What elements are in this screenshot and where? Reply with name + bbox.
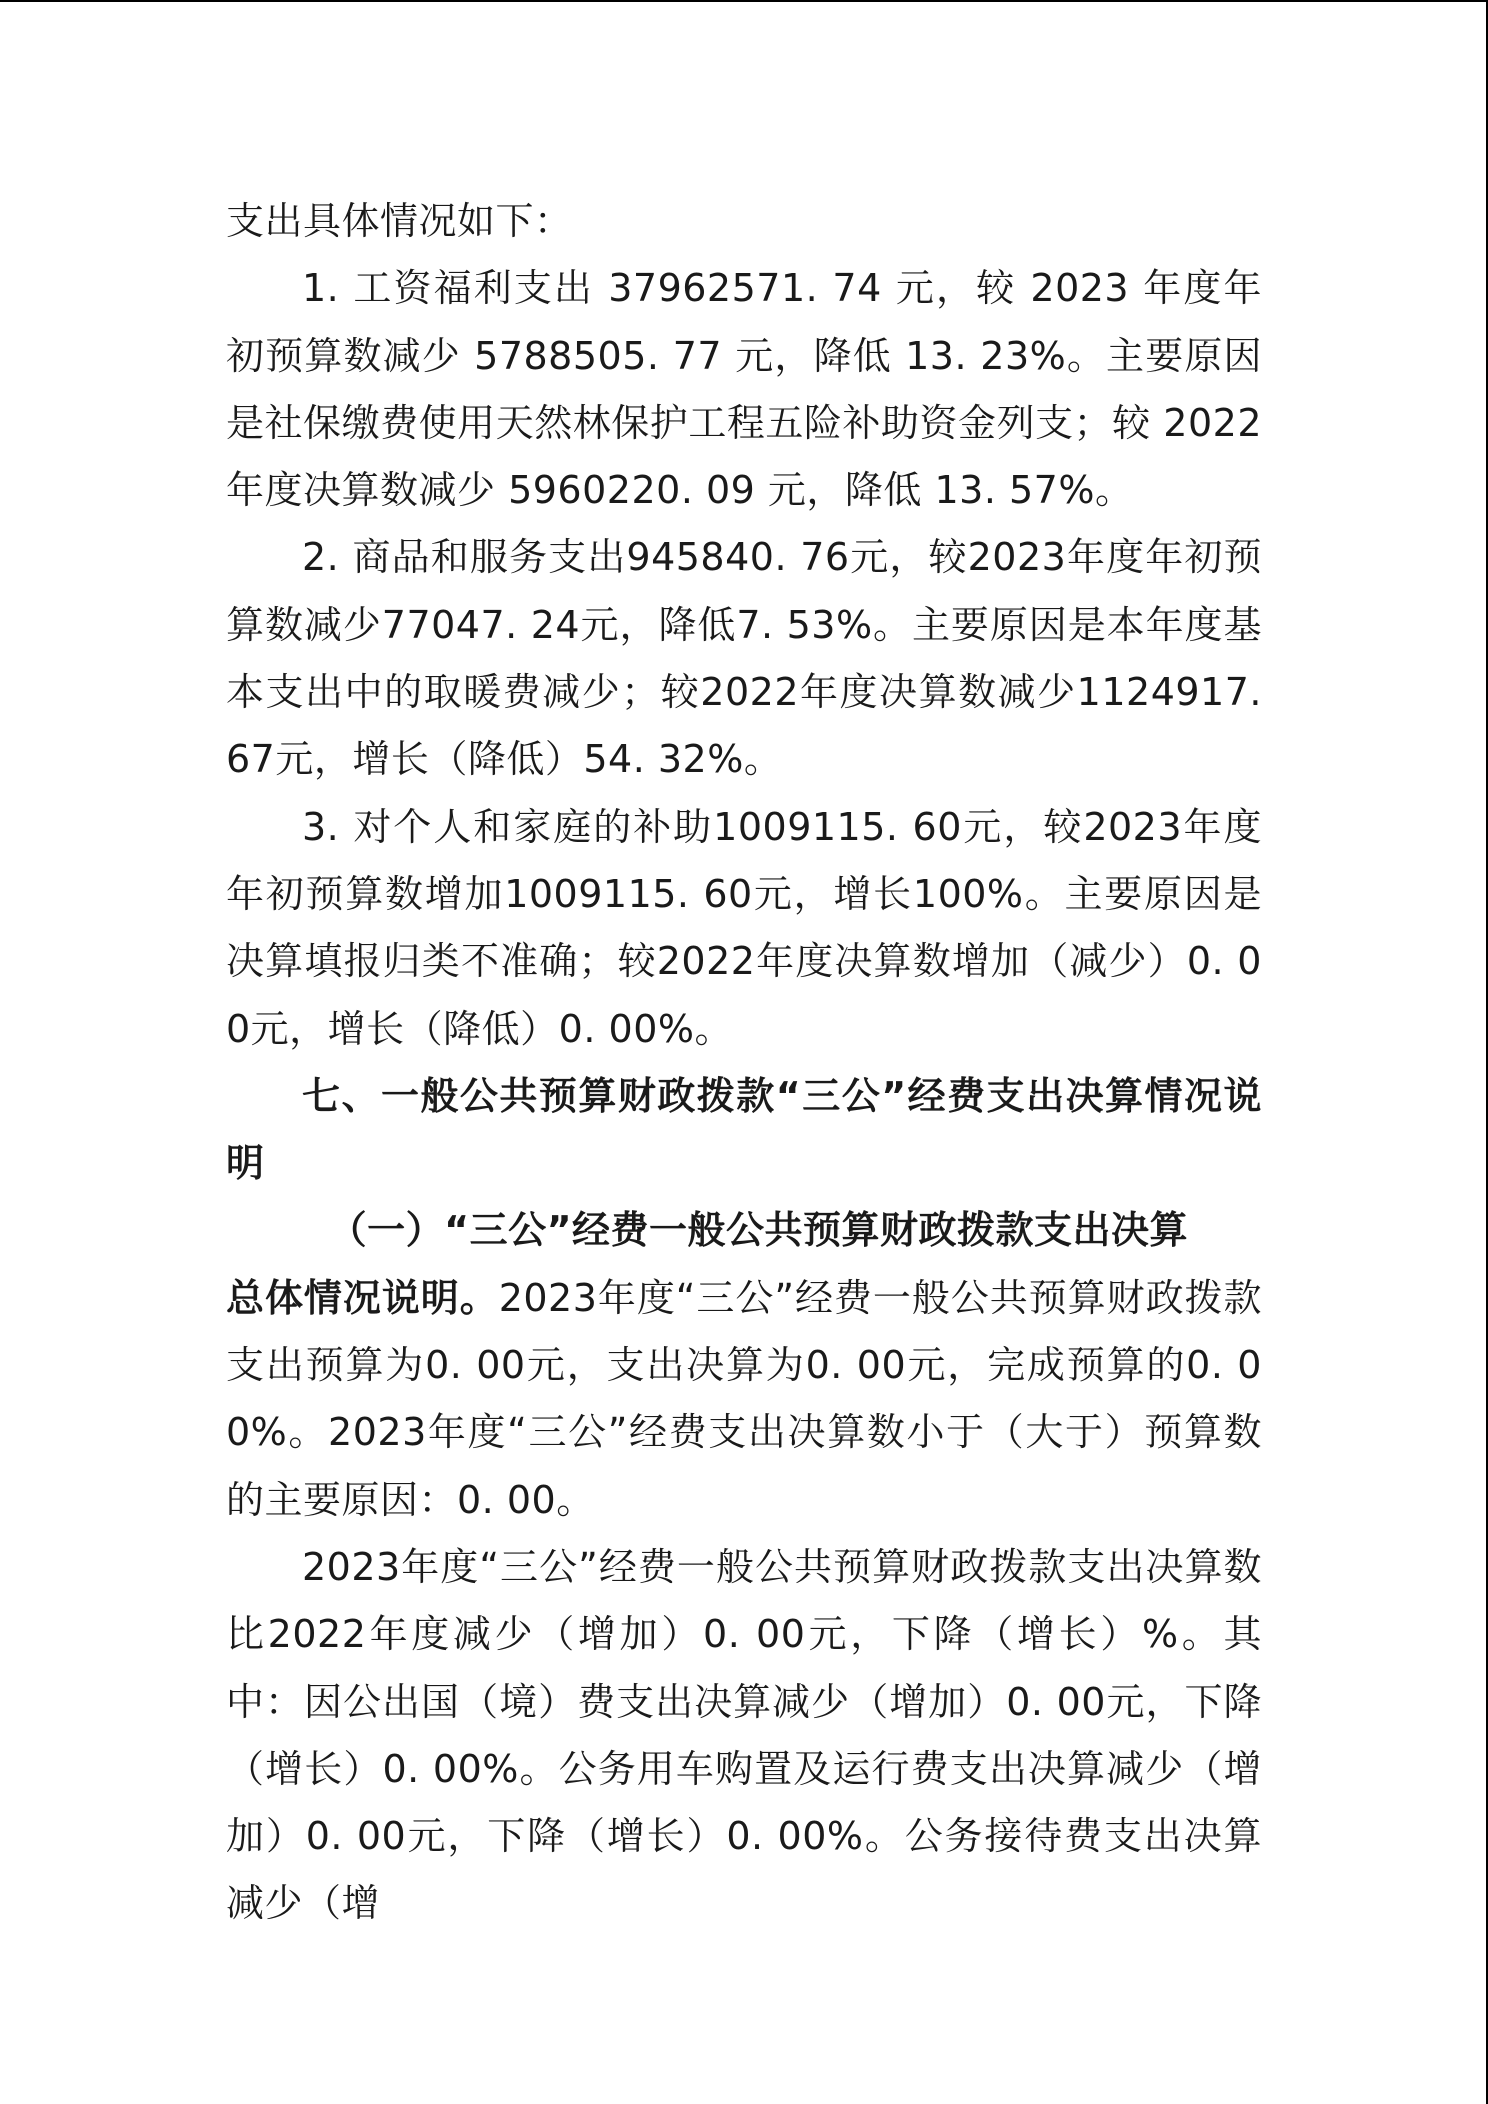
item-2-goods-services: 2. 商品和服务支出945840. 76元，较2023年度年初预算数减少77047. 24元，降低7. 53%。主要原因是本年度基本支出中的取暖费减少；较2022年度决算数减少1124917. 67元，增长（降低）54. 32%。 [226,535,1262,782]
comparison-paragraph: 2023年度“三公”经费一般公共预算财政拨款支出决算数比2022年度减少（增加）0. 00元，下降（增长）%。其中：因公出国（境）费支出决算减少（增加）0. 00元，下降（增长）0. 00%。公务用车购置及运行费支出决算减少（增加）0. 00元，下降（增长）0. 00%。公务接待费支出决算减少（增 [226,1544,1262,1926]
overall-summary-paragraph [226,1265,1262,1534]
overall-summary-text: 2023年度“三公”经费一般公共预算财政拨款支出预算为0. 00元，支出决算为0. 00元，完成预算的0. 00%。2023年度“三公”经费支出决算数小于（大于）预算数的主要原因：0. 00。 [226,1275,1262,1522]
section-7-heading: 七、一般公共预算财政拨款“三公”经费支出决算情况说明 [226,1073,1262,1186]
document-body [226,188,1262,1938]
subsection-1-heading: （一）“三公”经费一般公共预算财政拨款支出决算 [328,1208,1189,1253]
intro-line: 支出具体情况如下： [226,199,573,243]
item-1-salary-welfare: 1. 工资福利支出 37962571. 74 元，较 2023 年度年初预算数减少 5788505. 77 元，降低 13. 23%。主要原因是社保缴费使用天然林保护工程五险补助资金列支；较 2022 年度决算数减少 5960220. 09 元，降低 13. 57%。 [226,266,1262,513]
overall-summary-label: 总体情况说明。 [226,1275,499,1320]
item-3-individual-household-subsidy: 3. 对个人和家庭的补助1009115. 60元，较2023年度年初预算数增加1009115. 60元，增长100%。主要原因是决算填报归类不准确；较2022年度决算数增加（减少）0. 00元，增长（降低）0. 00%。 [226,804,1262,1051]
